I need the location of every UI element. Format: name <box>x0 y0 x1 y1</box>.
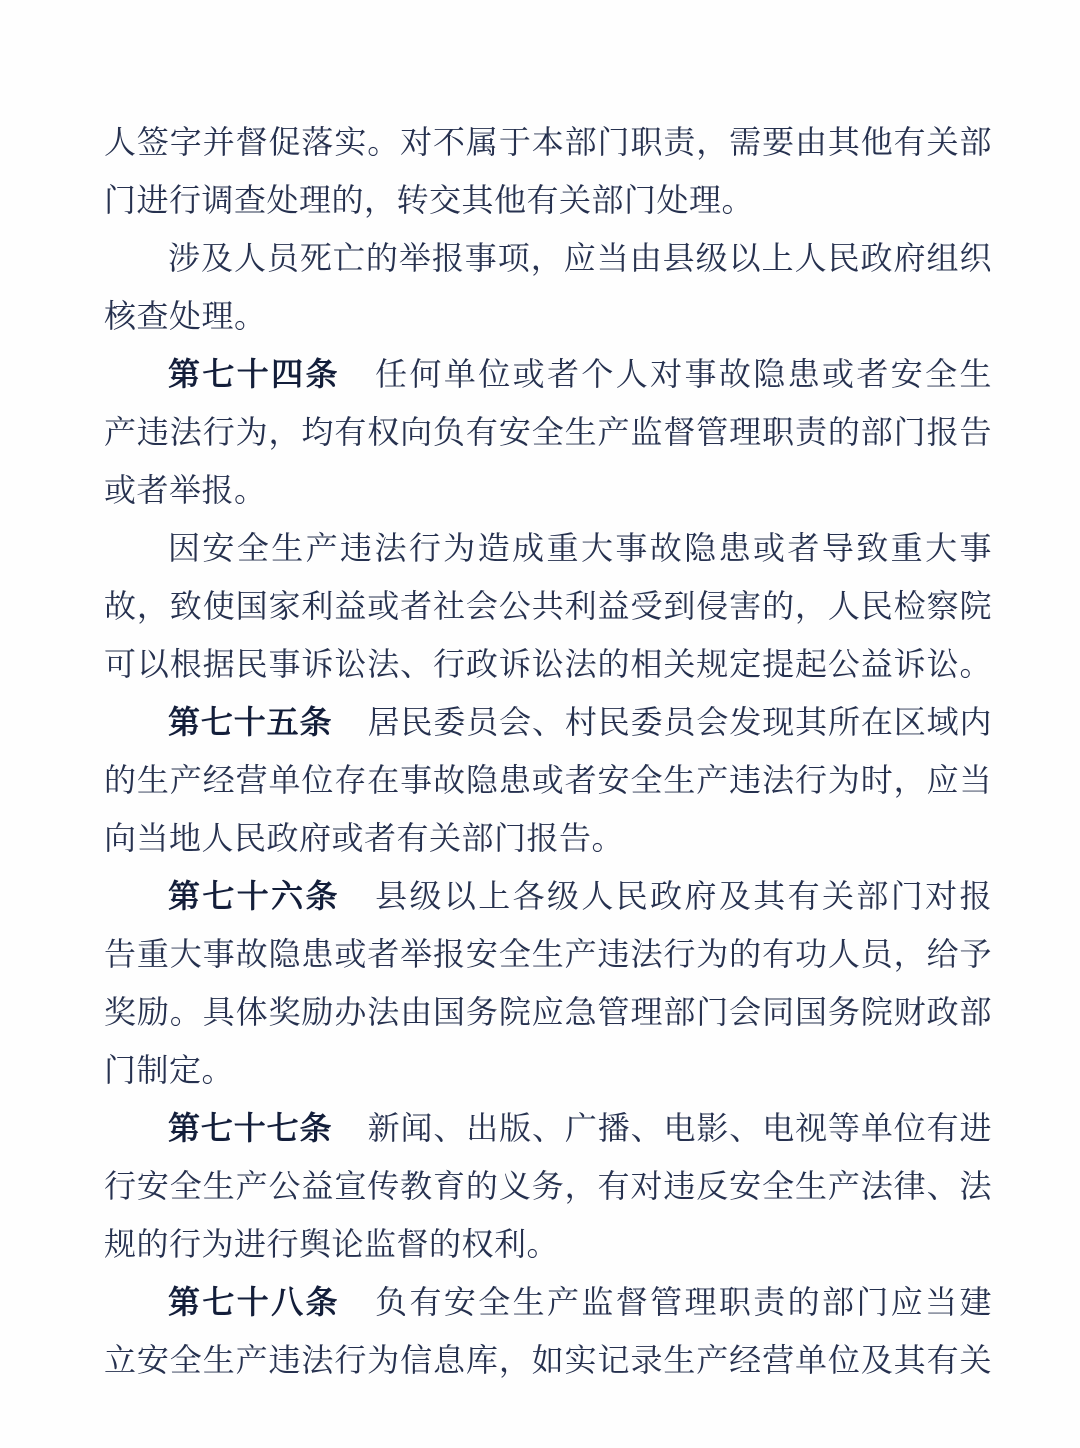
text-line: 核查处理。 <box>104 298 267 334</box>
text-line <box>104 693 992 751</box>
text-line <box>104 1099 992 1157</box>
text-line: 门制定。 <box>104 1052 235 1088</box>
article-number: 第七十六条 <box>168 878 340 914</box>
text-line: 可以根据民事诉讼法、行政诉讼法的相关规定提起公益诉讼。 <box>104 646 992 682</box>
article-text: 县级以上各级人民政府及其有关部门对报 <box>375 878 992 914</box>
paragraph-article-74 <box>104 345 992 519</box>
paragraph-article-77 <box>104 1099 992 1273</box>
text-line: 的生产经营单位存在事故隐患或者安全生产违法行为时，应当 <box>104 762 992 798</box>
text-line: 涉及人员死亡的举报事项，应当由县级以上人民政府组织 <box>168 240 992 276</box>
article-text: 负有安全生产监督管理职责的部门应当建 <box>375 1284 992 1320</box>
article-text: 任何单位或者个人对事故隐患或者安全生 <box>375 356 992 392</box>
article-text: 新闻、出版、广播、电影、电视等单位有进 <box>367 1110 992 1146</box>
text-line: 行安全生产公益宣传教育的义务，有对违反安全生产法律、法 <box>104 1168 992 1204</box>
text-line: 规的行为进行舆论监督的权利。 <box>104 1226 560 1262</box>
text-line: 因安全生产违法行为造成重大事故隐患或者导致重大事 <box>168 530 992 566</box>
article-number: 第七十七条 <box>168 1110 333 1146</box>
text-line <box>104 1273 992 1331</box>
paragraph-continuation <box>104 113 992 229</box>
article-number: 第七十四条 <box>168 356 340 392</box>
text-line: 告重大事故隐患或者举报安全生产违法行为的有功人员，给予 <box>104 936 992 972</box>
paragraph <box>104 519 992 693</box>
text-line <box>104 867 992 925</box>
paragraph <box>104 229 992 345</box>
article-number: 第七十五条 <box>168 704 333 740</box>
paragraph-article-78 <box>104 1273 992 1389</box>
text-line: 人签字并督促落实。对不属于本部门职责，需要由其他有关部 <box>104 124 992 160</box>
text-line: 或者举报。 <box>104 472 267 508</box>
paragraph-article-76 <box>104 867 992 1099</box>
text-line: 故，致使国家利益或者社会公共利益受到侵害的，人民检察院 <box>104 588 992 624</box>
text-line <box>104 345 992 403</box>
text-line: 向当地人民政府或者有关部门报告。 <box>104 820 625 856</box>
text-line: 门进行调查处理的，转交其他有关部门处理。 <box>104 182 755 218</box>
text-line: 产违法行为，均有权向负有安全生产监督管理职责的部门报告 <box>104 414 992 450</box>
text-line: 奖励。具体奖励办法由国务院应急管理部门会同国务院财政部 <box>104 994 992 1030</box>
article-number: 第七十八条 <box>168 1284 340 1320</box>
text-line: 立安全生产违法行为信息库，如实记录生产经营单位及其有关 <box>104 1342 992 1378</box>
paragraph-article-75 <box>104 693 992 867</box>
article-text: 居民委员会、村民委员会发现其所在区域内 <box>367 704 992 740</box>
